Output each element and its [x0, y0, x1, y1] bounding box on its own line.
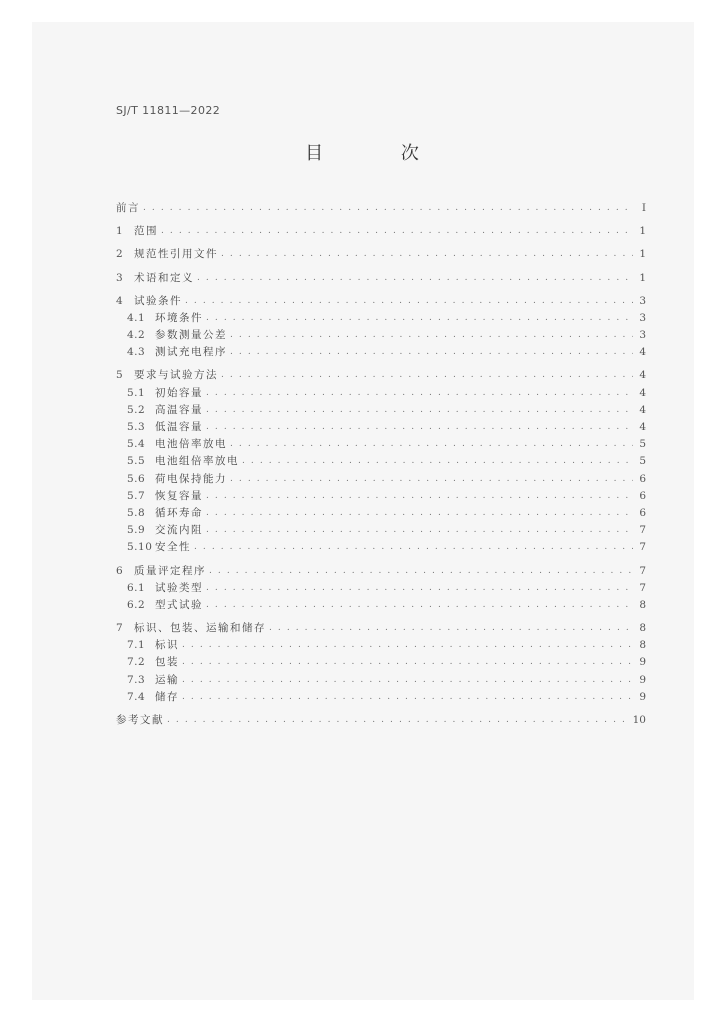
toc-entry[interactable]	[116, 453, 646, 470]
toc-dot-leader	[182, 654, 633, 671]
toc-entry-label: 初始容量	[155, 386, 203, 399]
toc-entry-page-number: 10	[632, 714, 646, 727]
toc-entry-number: 5.3	[127, 421, 146, 434]
toc-dot-leader	[242, 453, 633, 470]
toc-dot-leader	[230, 344, 633, 361]
toc-entry-label: 参考文献	[116, 714, 164, 727]
toc-entry-number: 5.1	[127, 386, 146, 399]
toc-entry-number: 5.7	[127, 489, 146, 502]
toc-entry[interactable]	[116, 223, 646, 240]
toc-entry-number: 7.2	[127, 656, 146, 669]
toc-entry-label: 范围	[134, 225, 158, 238]
toc-entry-page-number: 8	[639, 622, 646, 635]
toc-entry-page-number: 9	[639, 690, 646, 703]
toc-entry[interactable]	[116, 539, 646, 556]
toc-entry-page-number: 3	[639, 294, 646, 307]
toc-entry[interactable]	[116, 327, 646, 344]
toc-entry-page-number: 3	[639, 329, 646, 342]
toc-entry-page-number: 4	[639, 421, 646, 434]
toc-entry-number: 4.3	[127, 346, 146, 359]
toc-entry-number: 5.4	[127, 438, 146, 451]
toc-dot-leader	[206, 580, 633, 597]
toc-dot-leader	[221, 246, 633, 263]
toc-entry[interactable]	[116, 471, 646, 488]
toc-entry[interactable]	[116, 200, 646, 217]
toc-entry-number: 5.9	[127, 524, 146, 537]
toc-entry-page-number: 1	[639, 225, 646, 238]
toc-dot-leader	[206, 419, 633, 436]
page-title: 目 次	[305, 143, 455, 164]
toc-entry-number: 4.1	[127, 311, 146, 324]
toc-entry-page-number: 7	[639, 541, 646, 554]
toc-entry[interactable]	[116, 419, 646, 436]
toc-entry[interactable]	[116, 246, 646, 263]
toc-dot-leader	[230, 471, 633, 488]
toc-entry-page-number: 6	[639, 489, 646, 502]
toc-entry[interactable]	[116, 505, 646, 522]
toc-entry-page-number: 7	[639, 581, 646, 594]
toc-entry-page-number: 8	[639, 639, 646, 652]
toc-dot-leader	[221, 367, 633, 384]
toc-entry-label: 安全性	[155, 541, 191, 554]
toc-dot-leader	[194, 539, 633, 556]
toc-entry[interactable]	[116, 293, 646, 310]
toc-entry-label: 规范性引用文件	[134, 248, 218, 261]
toc-entry[interactable]	[116, 310, 646, 327]
toc-entry-number: 6	[116, 564, 123, 577]
toc-entry-label: 高温容量	[155, 403, 203, 416]
toc-entry-label: 质量评定程序	[134, 564, 206, 577]
toc-dot-leader	[206, 522, 633, 539]
toc-entry-number: 7	[116, 622, 123, 635]
toc-entry-label: 标识、包装、运输和储存	[134, 622, 266, 635]
toc-entry[interactable]	[116, 522, 646, 539]
toc-entry-page-number: 6	[639, 472, 646, 485]
toc-entry-label: 术语和定义	[134, 271, 194, 284]
table-of-contents	[116, 200, 646, 729]
toc-dot-leader	[185, 293, 633, 310]
toc-entry-number: 4.2	[127, 329, 146, 342]
toc-entry-label: 电池组倍率放电	[155, 455, 239, 468]
toc-entry-page-number: 4	[639, 386, 646, 399]
toc-entry-label: 低温容量	[155, 421, 203, 434]
toc-entry-number: 5.5	[127, 455, 146, 468]
toc-entry-page-number: 8	[639, 598, 646, 611]
toc-entry-page-number: 7	[639, 524, 646, 537]
toc-entry-label: 前言	[116, 201, 140, 214]
toc-dot-leader	[269, 620, 633, 637]
toc-entry-page-number: 7	[639, 564, 646, 577]
toc-entry-number: 5.10	[127, 541, 153, 554]
toc-entry-label: 交流内阻	[155, 524, 203, 537]
toc-entry-page-number: 4	[639, 403, 646, 416]
toc-entry-number: 2	[116, 248, 123, 261]
toc-entry[interactable]	[116, 655, 646, 672]
toc-entry-page-number: 4	[639, 369, 646, 382]
toc-entry-page-number: 9	[639, 656, 646, 669]
toc-dot-leader	[206, 310, 633, 327]
toc-entry-page-number: 9	[639, 673, 646, 686]
toc-entry[interactable]	[116, 689, 646, 706]
toc-dot-leader	[206, 597, 633, 614]
toc-entry-label: 试验类型	[155, 581, 203, 594]
toc-entry-label: 试验条件	[134, 294, 182, 307]
document-code: SJ/T 11811—2022	[116, 104, 221, 117]
toc-entry[interactable]	[116, 385, 646, 402]
toc-entry[interactable]	[116, 597, 646, 614]
toc-dot-leader	[182, 672, 633, 689]
toc-entry[interactable]	[116, 344, 646, 361]
toc-entry[interactable]	[116, 563, 646, 580]
toc-entry-label: 荷电保持能力	[155, 472, 227, 485]
toc-entry[interactable]	[116, 436, 646, 453]
toc-entry-page-number: 3	[639, 311, 646, 324]
toc-dot-leader	[230, 327, 633, 344]
toc-dot-leader	[209, 563, 633, 580]
toc-entry-label: 恢复容量	[155, 489, 203, 502]
toc-entry-number: 6.2	[127, 598, 146, 611]
toc-entry[interactable]	[116, 270, 646, 287]
toc-entry-label: 电池倍率放电	[155, 438, 227, 451]
toc-entry-number: 5.6	[127, 472, 146, 485]
toc-entry[interactable]	[116, 637, 646, 654]
toc-entry-label: 环境条件	[155, 311, 203, 324]
toc-entry-label: 运输	[155, 673, 179, 686]
toc-entry-page-number: 1	[639, 248, 646, 261]
toc-entry-page-number: 5	[639, 455, 646, 468]
toc-entry-page-number: 5	[639, 438, 646, 451]
toc-entry-number: 7.3	[127, 673, 146, 686]
toc-dot-leader	[143, 200, 633, 217]
toc-dot-leader	[197, 270, 633, 287]
toc-entry[interactable]	[116, 368, 646, 385]
toc-entry-label: 储存	[155, 690, 179, 703]
toc-dot-leader	[182, 689, 633, 706]
toc-entry-number: 3	[116, 271, 123, 284]
toc-dot-leader	[206, 402, 633, 419]
toc-entry-number: 6.1	[127, 581, 146, 594]
toc-dot-leader	[230, 436, 633, 453]
toc-dot-leader	[206, 385, 633, 402]
toc-entry-label: 参数测量公差	[155, 329, 227, 342]
toc-entry-number: 4	[116, 294, 123, 307]
toc-dot-leader	[167, 712, 630, 729]
toc-entry-label: 标识	[155, 639, 179, 652]
toc-entry-number: 5.8	[127, 506, 146, 519]
toc-entry[interactable]	[116, 580, 646, 597]
toc-entry-number: 7.4	[127, 690, 146, 703]
toc-entry-label: 测试充电程序	[155, 346, 227, 359]
toc-entry-number: 7.1	[127, 639, 146, 652]
toc-entry-number: 5.2	[127, 403, 146, 416]
toc-entry-page-number: 4	[639, 346, 646, 359]
toc-dot-leader	[206, 488, 633, 505]
toc-entry[interactable]	[116, 672, 646, 689]
toc-entry[interactable]	[116, 488, 646, 505]
toc-entry-number: 5	[116, 369, 123, 382]
toc-entry-label: 要求与试验方法	[134, 369, 218, 382]
toc-entry-label: 循环寿命	[155, 506, 203, 519]
toc-entry[interactable]	[116, 620, 646, 637]
toc-entry-page-number: 6	[639, 506, 646, 519]
toc-dot-leader	[182, 637, 633, 654]
toc-entry-page-number: 1	[639, 271, 646, 284]
toc-entry-number: 1	[116, 225, 123, 238]
toc-entry-label: 型式试验	[155, 598, 203, 611]
toc-entry[interactable]	[116, 402, 646, 419]
toc-dot-leader	[206, 505, 633, 522]
toc-entry[interactable]	[116, 712, 646, 729]
toc-entry-label: 包装	[155, 656, 179, 669]
toc-dot-leader	[161, 223, 633, 240]
toc-entry-page-number: I	[641, 201, 646, 214]
